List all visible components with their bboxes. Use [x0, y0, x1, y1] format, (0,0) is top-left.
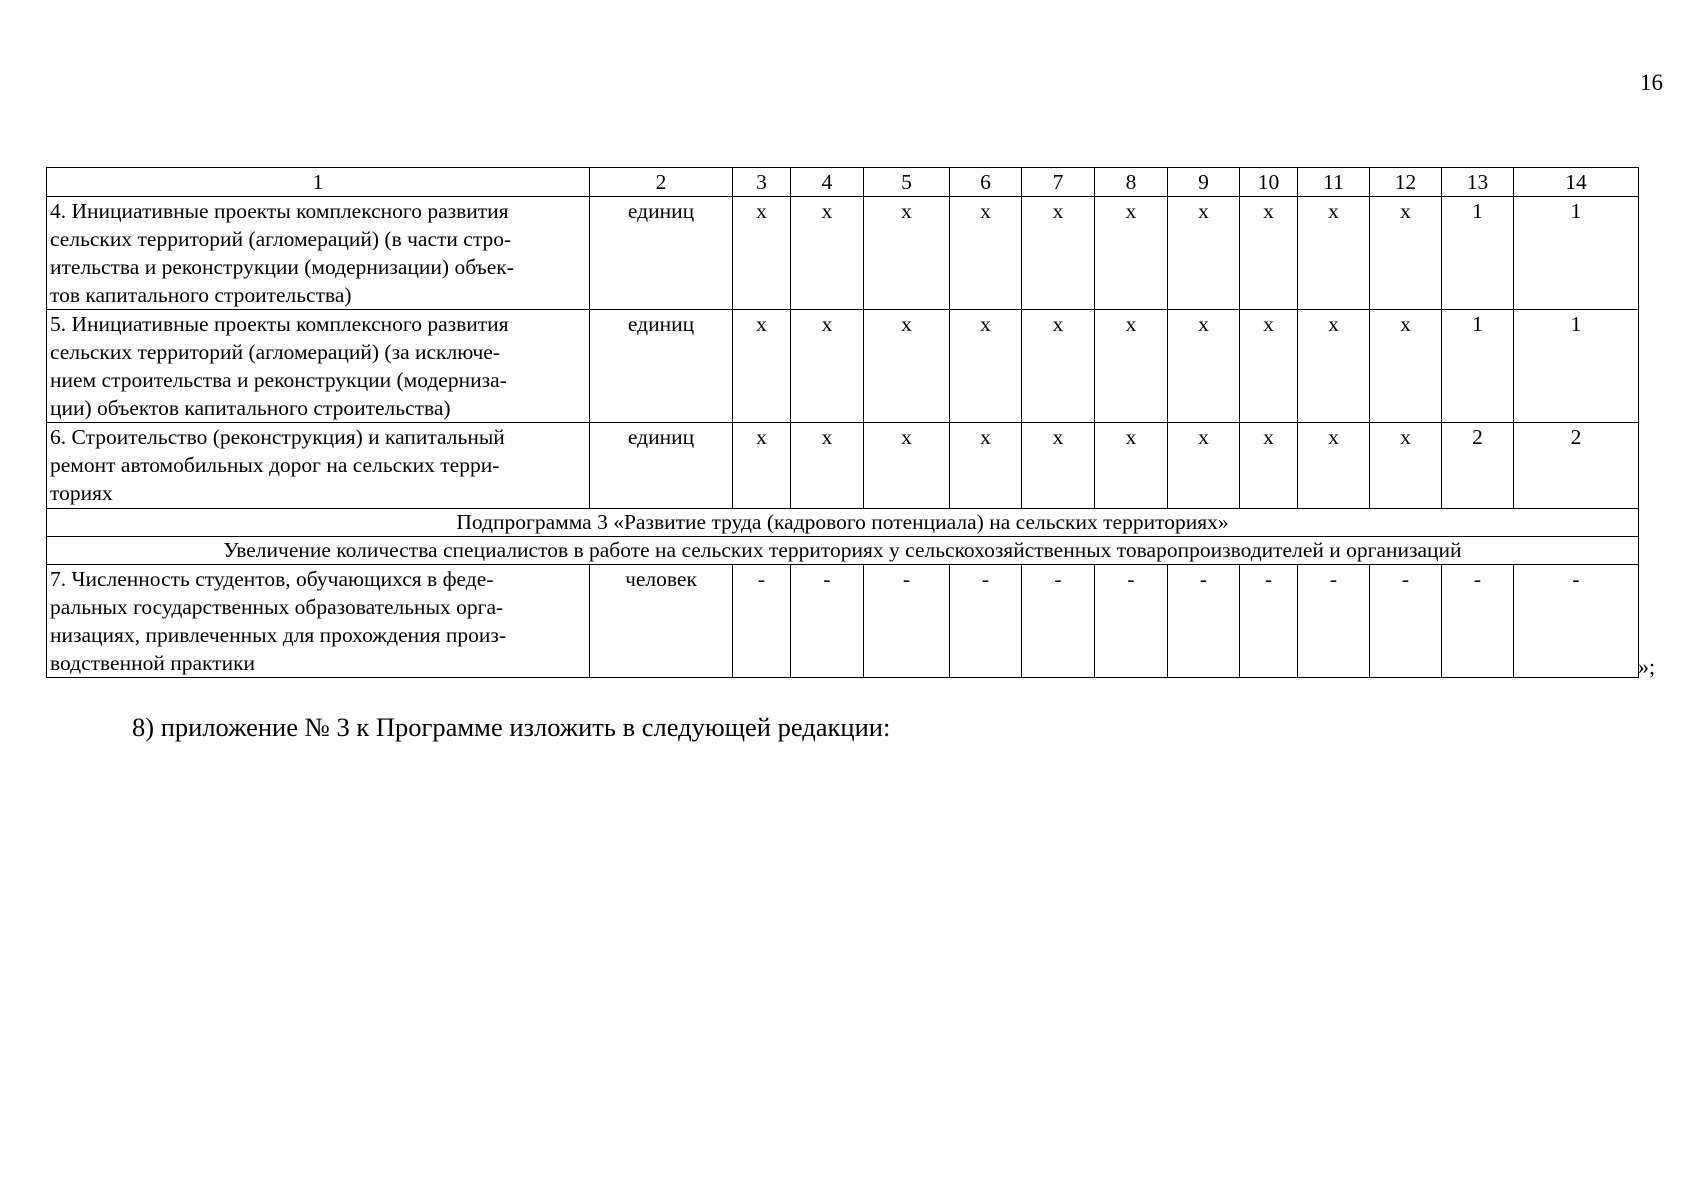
- indicators-table-wrap: [46, 167, 1638, 678]
- table-row: [47, 565, 1639, 678]
- value-cell: x: [1370, 310, 1442, 423]
- value-cell: x: [1168, 197, 1240, 310]
- unit-cell: единиц: [590, 197, 733, 310]
- value-cell: x: [1370, 197, 1442, 310]
- value-cell: -: [864, 565, 950, 678]
- value-cell: x: [1022, 310, 1095, 423]
- instruction-paragraph: 8) приложение № 3 к Программе изложить в следующей редакции:: [132, 712, 891, 742]
- value-cell: x: [1240, 197, 1298, 310]
- table-row: [47, 197, 1639, 310]
- value-cell: x: [1095, 197, 1168, 310]
- value-cell: x: [1298, 197, 1370, 310]
- value-cell: x: [733, 310, 791, 423]
- value-cell: x: [1240, 423, 1298, 509]
- value-cell: x: [864, 310, 950, 423]
- value-cell: x: [1298, 310, 1370, 423]
- value-cell: x: [864, 423, 950, 509]
- indicator-name: 6. Строительство (реконструкция) и капитальный ремонт автомобильных дорог на сельских терри- ториях: [47, 423, 590, 509]
- value-cell: x: [791, 197, 864, 310]
- goal-row: [47, 537, 1639, 565]
- value-cell: x: [1095, 423, 1168, 509]
- value-cell: x: [1022, 423, 1095, 509]
- table-row: [47, 423, 1639, 509]
- value-cell: -: [791, 565, 864, 678]
- value-cell: -: [733, 565, 791, 678]
- value-cell: -: [1095, 565, 1168, 678]
- page-number: 16: [1640, 70, 1663, 95]
- value-cell: x: [1240, 310, 1298, 423]
- value-cell: -: [1022, 565, 1095, 678]
- column-number: 1: [47, 168, 590, 197]
- value-cell: 2: [1442, 423, 1514, 509]
- value-cell: -: [1298, 565, 1370, 678]
- value-cell: x: [1370, 423, 1442, 509]
- value-cell: x: [1095, 310, 1168, 423]
- unit-cell: человек: [590, 565, 733, 678]
- column-number: 8: [1095, 168, 1168, 197]
- value-cell: x: [791, 423, 864, 509]
- column-number: 9: [1168, 168, 1240, 197]
- value-cell: -: [1370, 565, 1442, 678]
- indicator-name: 5. Инициативные проекты комплексного развития сельских территорий (агломераций) (за исключе- нием строительства и реконструкции (модерниза- ции) объектов капитального строительства): [47, 310, 590, 423]
- value-cell: -: [950, 565, 1022, 678]
- column-number: 10: [1240, 168, 1298, 197]
- value-cell: x: [950, 310, 1022, 423]
- column-number: 11: [1298, 168, 1370, 197]
- column-number: 12: [1370, 168, 1442, 197]
- value-cell: x: [950, 197, 1022, 310]
- column-number: 2: [590, 168, 733, 197]
- unit-cell: единиц: [590, 310, 733, 423]
- value-cell: x: [1168, 423, 1240, 509]
- value-cell: x: [1168, 310, 1240, 423]
- column-number: 6: [950, 168, 1022, 197]
- subprogram-row: [47, 509, 1639, 537]
- value-cell: x: [791, 310, 864, 423]
- value-cell: 1: [1442, 310, 1514, 423]
- column-number: 7: [1022, 168, 1095, 197]
- value-cell: x: [864, 197, 950, 310]
- value-cell: x: [1022, 197, 1095, 310]
- column-number: 4: [791, 168, 864, 197]
- value-cell: -: [1514, 565, 1639, 678]
- indicator-name: 7. Численность студентов, обучающихся в феде- ральных государственных образовательных орга- низациях, привлеченных для прохождения произ- водственной практики: [47, 565, 590, 678]
- value-cell: 1: [1514, 310, 1639, 423]
- value-cell: x: [733, 197, 791, 310]
- column-number: 5: [864, 168, 950, 197]
- value-cell: 2: [1514, 423, 1639, 509]
- subprogram-title: Подпрограмма 3 «Развитие труда (кадрового потенциала) на сельских территориях»: [47, 509, 1639, 537]
- goal-title: Увеличение количества специалистов в работе на сельских территориях у сельскохозяйственных товаропроизводителей и организаций: [47, 537, 1639, 565]
- column-number-row: [47, 168, 1639, 197]
- value-cell: -: [1240, 565, 1298, 678]
- unit-cell: единиц: [590, 423, 733, 509]
- column-number: 3: [733, 168, 791, 197]
- indicators-table: [46, 167, 1639, 678]
- value-cell: 1: [1442, 197, 1514, 310]
- column-number: 14: [1514, 168, 1639, 197]
- closing-quote-mark: »;: [1638, 654, 1656, 679]
- indicator-name: 4. Инициативные проекты комплексного развития сельских территорий (агломераций) (в части стро- ительства и реконструкции (модернизации) объек- тов капитального строительства): [47, 197, 590, 310]
- value-cell: -: [1442, 565, 1514, 678]
- value-cell: 1: [1514, 197, 1639, 310]
- table-row: [47, 310, 1639, 423]
- value-cell: x: [950, 423, 1022, 509]
- value-cell: -: [1168, 565, 1240, 678]
- value-cell: x: [1298, 423, 1370, 509]
- column-number: 13: [1442, 168, 1514, 197]
- value-cell: x: [733, 423, 791, 509]
